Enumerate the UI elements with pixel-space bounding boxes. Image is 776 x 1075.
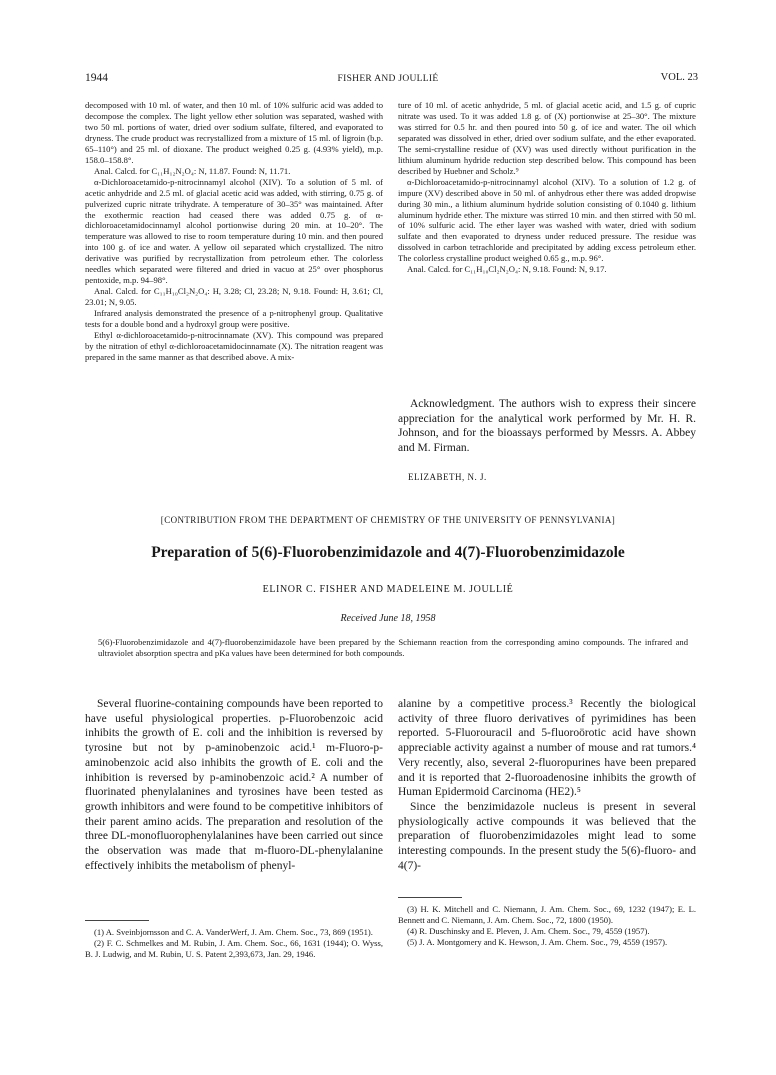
- body-left-column: [85, 697, 383, 873]
- footnote: (3) H. K. Mitchell and C. Niemann, J. Am. Chem. Soc., 69, 1232 (1947); E. L. Bennett and C. Niemann, J. Am. Chem. Soc., 72, 1800 (1950).: [398, 904, 696, 925]
- prev-article-left-column: [85, 100, 383, 363]
- paragraph: Several fluorine-containing compounds have been reported to have useful physiological properties. p-Fluorobenzoic acid inhibits the growth of E. coli and the inhibition is reversed by tyrosine but not by p-aminobenzoic acid.¹ m-Fluoro-p-aminobenzoic acid also inhibits the growth of E. coli and the inhibition is reversed by p-aminobenzoic acid.² A number of fluorinated phenylalanines and tyrosines have been tested as growth inhibitors and were found to be competitive inhibitors of their parent amino acids. The preparation and resolution of the three DL-monofluorophenylalanines have been carried out since the observation was made that m-fluoro-DL-phenylalanine effectively inhibits the metabolism of phenyl-: [85, 698, 383, 872]
- footnotes-right: [398, 904, 696, 948]
- footnotes-left: [85, 927, 383, 960]
- prev-article-right-column: [398, 100, 696, 275]
- page-number: 1944: [85, 72, 108, 84]
- paragraph: alanine by a competitive process.³ Recently the biological activity of three fluoro derivatives of pyrimidines has been reported. 5-Fluorouracil and 5-fluoroörotic acid have shown appreciable activity against a number of mouse and rat tumors.⁴ Very recently, also, several 2-fluoropurines have been prepared and it is reported that 2-fluoroadenosine inhibits the growth of Human Epidermoid Carcinoma (HE2).⁵: [398, 698, 696, 799]
- analysis-line: Anal. Calcd. for C₁₁H₁₀Cl₂N₂O₄: H, 3.28; Cl, 23.28; N, 9.18. Found: H, 3.61; Cl, 23.01; N, 9.05.: [85, 286, 383, 308]
- footnote-rule: [398, 897, 462, 898]
- abstract: 5(6)-Fluorobenzimidazole and 4(7)-fluorobenzimidazole have been prepared by the Schiemann reaction from the corresponding amino compounds. The infrared and ultraviolet absorption spectra and pKa values have been determined for both compounds.: [98, 637, 688, 658]
- acknowledgment: [398, 397, 696, 456]
- acknowledgment-text: Acknowledgment. The authors wish to express their sincere appreciation for the analytical work performed by Mr. H. R. Johnson, and for the bioassays performed by Messrs. A. Abbey and M. Firman.: [398, 398, 696, 455]
- received-date: Received June 18, 1958: [340, 613, 436, 624]
- paragraph: Since the benzimidazole nucleus is present in several physiologically active compounds it was believed that the preparation of fluorobenzimidazoles might lead to some interesting compounds. In the present study the 5(6)-fluoro- and 4(7)-: [398, 800, 696, 872]
- footnote: (4) R. Duschinsky and E. Pleven, J. Am. Chem. Soc., 79, 4559 (1957).: [407, 925, 650, 936]
- volume-label: VOL. 23: [660, 72, 698, 83]
- paragraph: Ethyl α-dichloroacetamido-p-nitrocinnamate (XV). This compound was prepared by the nitration of ethyl α-dichloroacetamidocinnamate (X). The nitration reagent was prepared in the same manner as that described above. A mix-: [85, 330, 383, 362]
- body-right-column: [398, 697, 696, 873]
- footnote: (2) F. C. Schmelkes and M. Rubin, J. Am. Chem. Soc., 66, 1631 (1944); O. Wyss, B. J. Ludwig, and M. Rubin, U. S. Patent 2,393,673, Jan. 29, 1946.: [85, 937, 383, 959]
- authors: ELINOR C. FISHER AND MADELEINE M. JOULLIÉ: [262, 584, 514, 595]
- contribution-line: [CONTRIBUTION FROM THE DEPARTMENT OF CHEMISTRY OF THE UNIVERSITY OF PENNSYLVANIA]: [160, 515, 616, 525]
- article-title: Preparation of 5(6)-Fluorobenzimidazole and 4(7)-Fluorobenzimidazole: [151, 544, 625, 561]
- footnote: (1) A. Sveinbjornsson and C. A. VanderWerf, J. Am. Chem. Soc., 73, 869 (1951).: [94, 927, 373, 937]
- location-line: ELIZABETH, N. J.: [408, 472, 487, 482]
- paragraph: ture of 10 ml. of acetic anhydride, 5 ml. of glacial acetic acid, and 1.5 g. of cupric nitrate was used. To it was added 1.8 g. of (X) portionwise at 25–30°. The mixture was stirred for 0.5 hr. and then poured into 50 g. of ice and water. The oil which separated was dissolved in ether, dried over sodium sulfate, and the ether evaporated. The semi-crystalline residue of (XV) was used directly without purification in the lithium aluminum hydride reduction step described below. This compound has been described by Huebner and Scholz.⁹: [398, 100, 696, 176]
- paragraph: α-Dichloroacetamido-p-nitrocinnamyl alcohol (XIV). To a solution of 1.2 g. of impure (XV) described above in 50 ml. of anhydrous ether there was added dropwise during 30 min., a lithium aluminum hydride solution consisting of 0.1040 g. lithium aluminum hydride ether. The mixture was stirred 10 min. and then stirred with 50 ml. of 10% sulfuric acid. The ether layer was washed with water, dried with sodium sulfate and then evaporated to dryness under reduced pressure. The residue was dissolved in carbon tetrachloride and precipitated by adding excess petroleum ether. The colorless crystalline product weighed 0.65 g., m.p. 96°.: [398, 176, 696, 264]
- analysis-line: Anal. Calcd. for C₁₁H₁₂N₂O₄: N, 11.87. Found: N, 11.71.: [94, 165, 291, 176]
- footnote: (5) J. A. Montgomery and K. Hewson, J. Am. Chem. Soc., 79, 4559 (1957).: [407, 936, 668, 947]
- paragraph: α-Dichloroacetamido-p-nitrocinnamyl alcohol (XIV). To a solution of 5 ml. of acetic anhydride and 2.5 ml. of glacial acetic acid was added, with stirring, 0.75 g. of pulverized cupric nitrate trihydrate. A temperature of 30–35° was maintained. After the exothermic reaction had ceased there was added 0.75 g. of α-dichloroacetamidocinnamyl alcohol portionwise during 20 min. at 10–20°. The temperature was allowed to rise to room temperature during 10 min. and then poured into 100 g. of ice and water. A yellow oil separated which crystallized. The nitro derivative was purified by recrystallization from petroleum ether. The colorless needles which separated were filtered and dried in vacuo at 25° over phosphorus pentoxide, m.p. 94–98°.: [85, 176, 383, 286]
- paragraph: decomposed with 10 ml. of water, and then 10 ml. of 10% sulfuric acid was added to decompose the complex. The light yellow ether solution was separated, washed with two 50 ml. portions of water, dried over sodium sulfate, filtered, and evaporated to dryness. The crude product was recrystallized from a mixture of 15 ml. of ligroin (b.p. 65–110°) and 25 ml. of dioxane. The product weighed 0.25 g. (4.93% yield), m.p. 158.0–158.8°.: [85, 100, 383, 165]
- running-title: FISHER AND JOULLIÉ: [337, 74, 439, 84]
- paragraph: Infrared analysis demonstrated the presence of a p-nitrophenyl group. Qualitative tests for a double bond and a hydroxyl group were positive.: [85, 308, 383, 330]
- analysis-line: Anal. Calcd. for C₁₁H₁₀Cl₂N₂O₄: N, 9.18. Found: N, 9.17.: [407, 264, 607, 275]
- footnote-rule: [85, 920, 149, 921]
